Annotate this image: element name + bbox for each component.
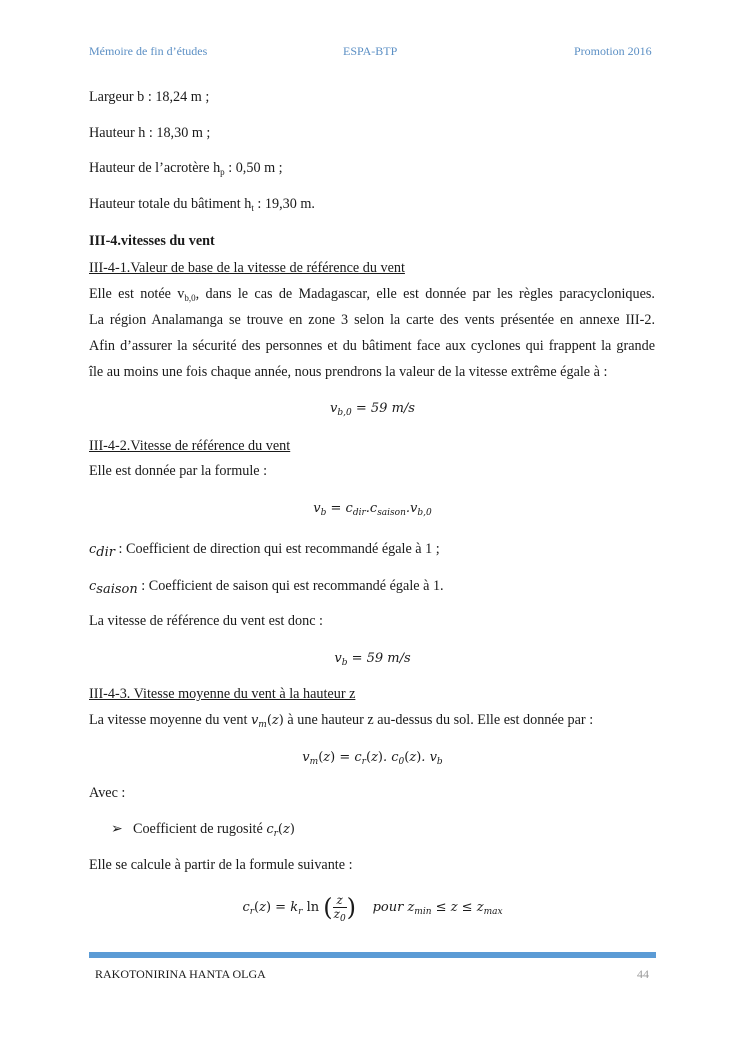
sub1-paragraph-line2: La région Analamanga se trouve en zone 3 selon la carte des vents présentée en annexe III-2. [89, 312, 655, 328]
acrotere-sub: p [220, 167, 225, 177]
sub1-paragraph-line3: Afin d’assurer la sécurité des personnes et du bâtiment face aux cyclones qui frappent la grande [89, 338, 655, 354]
eq4-zero: 0 [398, 757, 405, 767]
eq5-z2: z [450, 900, 458, 915]
bullet-icon: ➢ [111, 821, 123, 837]
p1-a: Elle est notée v [89, 286, 185, 302]
total-suffix: : 19,30 m. [253, 196, 315, 212]
eq5-min: min [414, 907, 432, 917]
eq2-c1: c [345, 501, 353, 516]
bullet-crz: $c_r(z)$ [266, 822, 295, 839]
eq2-dir: dir [352, 508, 366, 518]
equation-crz: $c_r(z) = k_r$ ln ( $\frac{z}{z_0}$ ) pour $z_{min} \le z \le z_{max}$ [242, 893, 503, 924]
csaison-c: c [89, 579, 97, 594]
footer-author: RAKOTONIRINA HANTA OLGA [95, 967, 266, 981]
total-prefix: Hauteur totale du bâtiment h [89, 196, 252, 212]
sub3-intro-b: à une hauteur z au-dessus du sol. Elle est donnée par : [283, 712, 594, 728]
equation-vb: $v_b = c_{dir}.c_{saison}.v_{b,0}$ [313, 501, 432, 518]
eq5-k: k [290, 900, 299, 915]
sub2-conclusion: La vitesse de référence du vent est donc : [89, 613, 323, 629]
sub2-title: III-4-2.Vitesse de référence du vent [89, 438, 291, 454]
eq1-value: = 59 m/s [351, 401, 415, 416]
cdir-c: c [89, 542, 97, 557]
eq2-v: v [313, 501, 321, 516]
cdir-text: : Coefficient de direction qui est recommandé égale à 1 ; [114, 541, 440, 557]
eq2-b0: b,0 [417, 508, 432, 518]
eq4-z3: z [409, 750, 417, 765]
eq4-b: b [436, 757, 443, 767]
eq4-z2: z [371, 750, 378, 765]
header-left: Mémoire de fin d’études [89, 44, 208, 58]
eq5-den-z: z [333, 907, 340, 921]
bullet-rugosite [133, 821, 295, 838]
acrotere-suffix: : 0,50 m ; [224, 160, 283, 176]
eq4-v2: v [429, 750, 437, 765]
eq5-pour: pour z [372, 900, 415, 915]
eq5-r: r [249, 907, 255, 917]
eq2-c2: c [369, 501, 378, 516]
csaison-definition [89, 578, 444, 595]
eq5-den-0: 0 [339, 914, 346, 924]
eq4-c2: c [391, 750, 399, 765]
eq5-max: max [483, 907, 503, 917]
header-right: Promotion 2016 [574, 44, 652, 58]
sub3-m: m [258, 720, 267, 730]
bullet-c: c [266, 822, 274, 837]
eq4-m: m [309, 757, 319, 767]
sub3-v: v [250, 713, 259, 728]
header-center: ESPA-BTP [343, 44, 398, 58]
eq3-b: b [341, 658, 348, 668]
eq4-z1: z [323, 750, 331, 765]
footer-bar [89, 952, 656, 958]
total-height-line [89, 196, 315, 213]
p1-b: , dans le cas de Madagascar, elle est donnée par les règles paracycloniques. [195, 286, 655, 302]
bullet-r: r [273, 829, 278, 839]
sub3-intro [89, 712, 593, 729]
eq4-r: r [361, 757, 366, 767]
eq5-den [333, 907, 347, 924]
cdir-definition [89, 541, 440, 558]
equation-vb0 [0, 401, 745, 416]
eq5-c: c [242, 900, 250, 915]
sub1-title: III-4-1.Valeur de base de la vitesse de référence du vent [89, 260, 405, 276]
equation-vmz: $v_m(z) = c_r(z)$. $c_0(z)$. $v_b$ [302, 750, 443, 767]
eq2-b: b [320, 508, 327, 518]
eq3-value: = 59 m/s [347, 651, 411, 666]
eq2-saison: saison [377, 508, 406, 518]
eq5-z: z [259, 900, 266, 915]
csaison-sub: saison [96, 582, 138, 597]
eq1-sub: b,0 [337, 408, 352, 418]
bullet-z: z [282, 822, 290, 837]
calc-intro: Elle se calcule à partir de la formule suivante : [89, 857, 353, 873]
sub1-paragraph-line4: île au moins une fois chaque année, nous prendrons la valeur de la vitesse extrême égale à : [89, 364, 608, 380]
eq4-c1: c [354, 750, 362, 765]
eq5-fraction [333, 893, 347, 924]
height-line: Hauteur h : 18,30 m ; [89, 125, 211, 141]
width-line: Largeur b : 18,24 m ; [89, 89, 210, 105]
avec-label: Avec : [89, 785, 126, 801]
acrotere-line [89, 160, 283, 177]
eq4-v: v [302, 750, 310, 765]
sub2-intro: Elle est donnée par la formule : [89, 463, 268, 479]
sub1-paragraph-line1 [89, 286, 655, 303]
eq5-z3: z [476, 900, 484, 915]
csaison-text: : Coefficient de saison qui est recommandé égale à 1. [137, 578, 444, 594]
equation-vb-value [0, 651, 745, 666]
cdir-sub: dir [96, 545, 115, 560]
eq5-ln: ln [306, 900, 320, 915]
total-sub: t [251, 203, 254, 213]
sub3-vmz: $v_m(z)$ [250, 713, 284, 730]
bullet-label: Coefficient de rugosité [133, 821, 267, 837]
section-title: III-4.vitesses du vent [89, 233, 215, 249]
sub3-intro-a: La vitesse moyenne du vent [89, 712, 251, 728]
eq3-v: v [334, 651, 342, 666]
page-number: 44 [637, 967, 649, 981]
sub3-z: z [271, 713, 279, 728]
acrotere-prefix: Hauteur de l’acrotère h [89, 160, 221, 176]
eq2-v2: v [410, 501, 418, 516]
eq5-num: z [333, 894, 347, 908]
eq5-kr: r [298, 907, 303, 917]
p1-sub: b,0 [184, 293, 196, 303]
sub3-title: III-4-3. Vitesse moyenne du vent à la hauteur z [89, 686, 356, 702]
eq1-v: v [330, 401, 338, 416]
